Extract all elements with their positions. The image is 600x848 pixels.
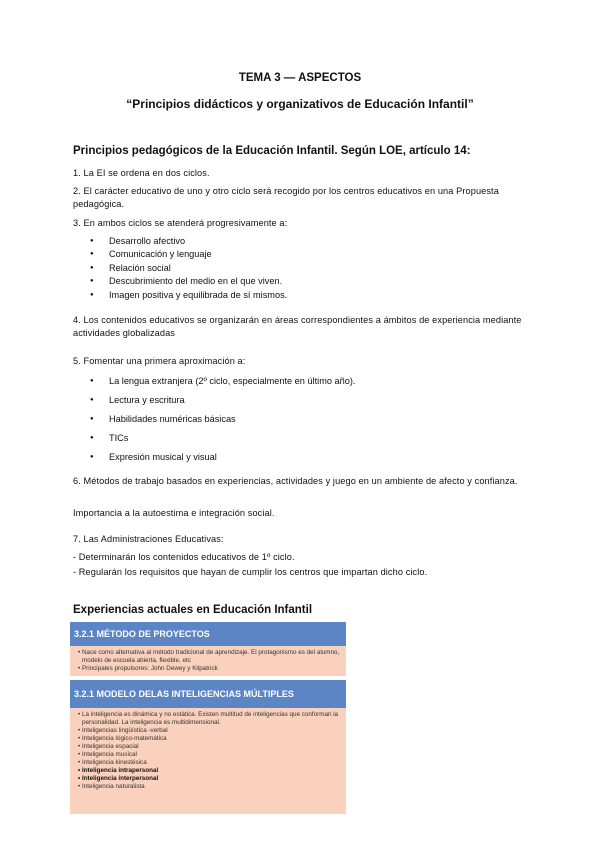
slide-inteligencias-multiples bbox=[70, 680, 346, 814]
paragraph-7: 7. Las Administraciones Educativas: bbox=[73, 534, 224, 544]
list-item: ● Desarrollo afectivo bbox=[90, 235, 287, 248]
list-item: ● Imagen positiva y equilibrada de sí mismos. bbox=[90, 289, 287, 302]
slide-bullet: • Inteligencia kinestésica bbox=[78, 759, 147, 766]
slide-bullet: • Inteligencia espacial bbox=[78, 743, 139, 750]
list-item: ● Habilidades numéricas básicas bbox=[90, 410, 355, 429]
section-heading-principios: Principios pedagógicos de la Educación Infantil. Según LOE, artículo 14: bbox=[73, 145, 471, 157]
list-item: ● Lectura y escritura bbox=[90, 391, 355, 410]
paragraph-4: 4. Los contenidos educativos se organizarán en áreas correspondientes a ámbitos de experiencia mediante actividades globalizadas bbox=[73, 315, 522, 338]
slide-bullet: • Principales propulsores: John Dewey y Kilpatrick bbox=[78, 665, 218, 672]
list-item: ● Relación social bbox=[90, 262, 287, 275]
paragraph-2: 2. El carácter educativo de uno y otro ciclo será recogido por los centros educativos en una Propuesta pedagógica. bbox=[73, 186, 499, 209]
slide-body bbox=[70, 708, 346, 814]
slide-bullet: • La inteligencia es dinámica y no estática. Existen multitud de inteligencias que conforman la personalidad. La inteligencia es multidimensional. bbox=[78, 711, 339, 726]
slide-bullet: • Inteligencia naturalista bbox=[78, 783, 145, 790]
slide-bullet: • Inteligencia musical bbox=[78, 751, 137, 758]
slide-bullet: • Nace como alternativa al método tradicional de aprendizaje. El protagonismo es del alumno, modelo de escuela abierta, flexible, etc bbox=[78, 649, 340, 664]
paragraph-7a: - Determinarán los contenidos educativos de 1º ciclo. bbox=[73, 552, 295, 562]
paragraph-6: 6. Métodos de trabajo basados en experiencias, actividades y juego en un ambiente de afecto y confianza. bbox=[73, 476, 518, 486]
slide-bullet: • Inteligencia intrapersonal bbox=[78, 767, 159, 774]
paragraph-6b: Importancia a la autoestima e integración social. bbox=[73, 508, 275, 518]
paragraph-1: 1. La EI se ordena en dos ciclos. bbox=[73, 168, 210, 178]
list-item: ● TICs bbox=[90, 429, 355, 448]
list-ambitos bbox=[90, 235, 287, 302]
slide-bullet: • Inteligencia lógico-matemática bbox=[78, 735, 167, 742]
slide-body bbox=[70, 646, 346, 676]
paragraph-5: 5. Fomentar una primera aproximación a: bbox=[73, 356, 246, 366]
list-item: ● Expresión musical y visual bbox=[90, 448, 355, 467]
slide-title: 3.2.1 MODELO DELAS INTELIGENCIAS MÚLTIPLES bbox=[70, 680, 346, 708]
doc-subtitle: “Principios didácticos y organizativos de Educación Infantil” bbox=[126, 97, 474, 111]
paragraph-3: 3. En ambos ciclos se atenderá progresivamente a: bbox=[73, 218, 288, 228]
list-item: ● Comunicación y lenguaje bbox=[90, 248, 287, 261]
slide-title: 3.2.1 MÉTODO DE PROYECTOS bbox=[70, 622, 346, 646]
slide-metodo-proyectos bbox=[70, 622, 346, 676]
paragraph-7b: - Regularán los requisitos que hayan de cumplir los centros que impartan dicho ciclo. bbox=[73, 567, 428, 577]
list-aproximacion bbox=[90, 372, 355, 467]
list-item: ● La lengua extranjera (2º ciclo, especialmente en último año). bbox=[90, 372, 355, 391]
list-item: ● Descubrimiento del medio en el que viven. bbox=[90, 275, 287, 288]
doc-title: TEMA 3 — ASPECTOS bbox=[238, 72, 362, 84]
slide-bullet: • Inteligencias lingüística -verbal bbox=[78, 727, 168, 734]
slide-bullet: • Inteligencia interpersonal bbox=[78, 775, 159, 782]
section-heading-experiencias: Experiencias actuales en Educación Infantil bbox=[73, 604, 313, 616]
